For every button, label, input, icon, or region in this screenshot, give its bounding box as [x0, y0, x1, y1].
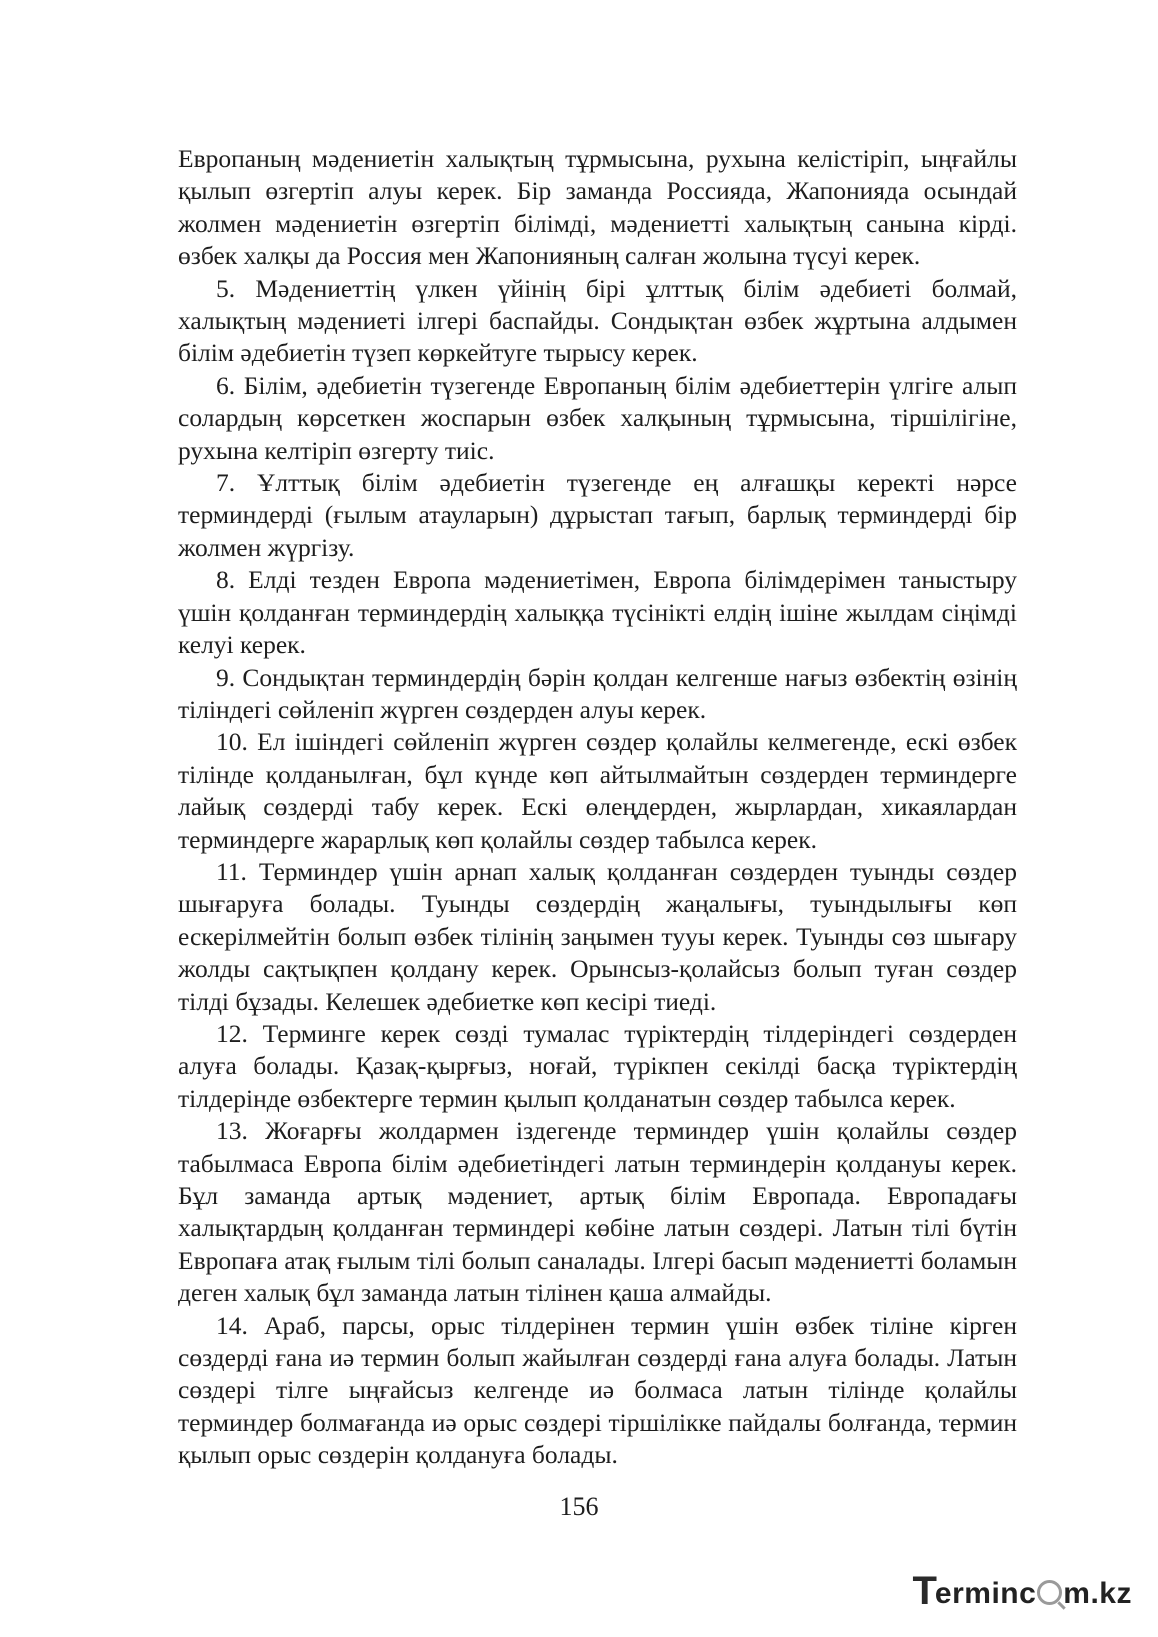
paragraph-item-7: 7. Ұлттық білім әдебиетін түзегенде ең алғашқы керекті нәрсе терминдерді (ғылым атауларын) дұрыстап тағып, барлық терминдерді бір жолмен жүргізу.: [178, 468, 1017, 562]
paragraph-item-12: 12. Терминге керек сөзді тумалас түріктердің тілдеріндегі сөздерден алуға болады. Қазақ-қырғыз, ноғай, түрікпен секілді басқа түріктердің тілдерінде өзбектерге термин қылып қолданатын сөздер табылса керек.: [178, 1018, 1017, 1113]
paragraph-item-9: 9. Сондықтан терминдердің бәрін қолдан келгенше нағыз өзбектің өзінің тіліндегі сөйленіп жүрген сөздерден алуы керек.: [178, 662, 1017, 724]
watermark-text-part1: ermin: [934, 1577, 1020, 1610]
paragraph-item-10: 10. Ел ішіндегі сөйленіп жүрген сөздер қолайлы келмегенде, ескі өзбек тілінде қолданылған, бұл күнде көп айтылмайтын сөздерден терминдерге лайық сөздерді табу керек. Ескі өлеңдерден, жырлардан, хикаялардан терминдерге жарарлық көп қолайлы сөздер табылса керек.: [178, 727, 1017, 854]
paragraph-item-6: 6. Білім, әдебиетін түзегенде Европаның білім әдебиеттерін үлгіге алып солардың көрсеткен жоспарын өзбек халқының тұрмысына, тіршілігіне, рухына келтіріп өзгерту тиіс.: [178, 370, 1017, 465]
watermark-text-part2: c: [1019, 1577, 1037, 1610]
termincom-watermark-logo: [912, 1571, 1132, 1611]
paragraph-item-14: 14. Араб, парсы, орыс тілдерінен термин үшін өзбек тіліне кірген сөздерді ғана иә термин болып жайылған сөздерді ғана алуға болады. Латын сөздері тілге ыңғайсыз келгенде иә болмаса латын тілінде қолайлы терминдер болмағанда иә орыс сөздері тіршілікке пайдалы болғанда, термин қылып орыс сөздерін қолдануға болады.: [178, 1310, 1017, 1470]
paragraph-item-5: 5. Мәдениеттің үлкен үйінің бірі ұлттық білім әдебиеті болмай, халықтың мәдениеті ілгері баспайды. Сондықтан өзбек жұртына алдымен білім әдебиетін түзеп көркейтуге тырысу керек.: [178, 273, 1017, 368]
page-number: 156: [559, 1492, 599, 1521]
page-body: [178, 143, 1017, 1472]
paragraph-item-11: 11. Терминдер үшін арнап халық қолданған сөздерден туынды сөздер шығаруға болады. Туынды сөздердің жаңалығы, туындылығы көп ескерілмейтін болып өзбек тілінің заңымен тууы керек. Туынды сөз шығару жолды сақтықпен қолдану керек. Орынсыз-қолайсыз болып туған сөздер тілді бұзады. Келешек әдебиетке көп кесірі тиеді.: [178, 856, 1017, 1016]
watermark-initial: T: [912, 1569, 935, 1613]
paragraph-item-13: 13. Жоғарғы жолдармен іздегенде терминдер үшін қолайлы сөздер табылмаса Европа білім әдебиетіндегі латын терминдерін қолдануы керек. Бұл заманда артық мәдениет, артық білім Европада. Европадағы халықтардың қолданған терминдері көбіне латын сөздері. Латын тілі бүтін Европаға атақ ғылым тілі болып саналады. Ілгері басып мәдениетті боламын деген халық бұл заманда латын тілінен қаша алмайды.: [178, 1116, 1017, 1308]
watermark-text-part3: m.kz: [1063, 1577, 1132, 1610]
paragraph-item-8: 8. Елді тезден Европа мәдениетімен, Европа білімдерімен таныстыру үшін қолданған терминдердің халыққа түсінікті елдің ішіне жылдам сіңімді келуі керек.: [178, 565, 1017, 660]
magnifier-icon: [1037, 1580, 1062, 1605]
paragraph-continuation: Европаның мәдениетін халықтың тұрмысына, рухына келістіріп, ыңғайлы қылып өзгертіп алуы керек. Бір заманда Россияда, Жапонияда осындай жолмен мәдениетін өзгертіп білімді, мәдениетті халықтың санына кірді. өзбек халқы да Россия мен Жапонияның салған жолына түсуі керек.: [178, 144, 1017, 271]
